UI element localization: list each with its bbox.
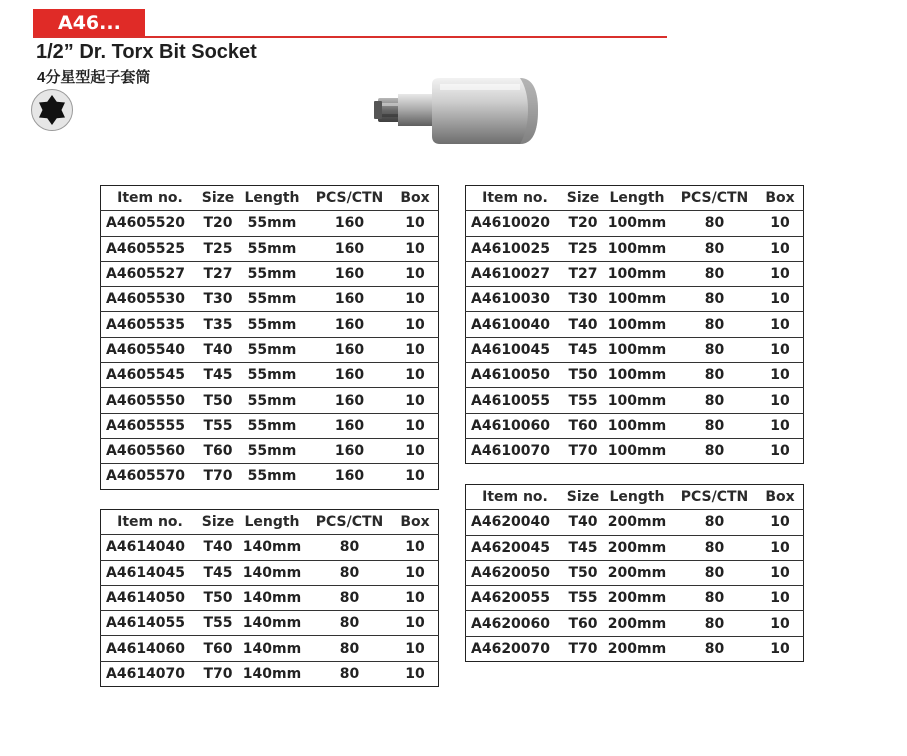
cell-box-qty: 10 — [757, 535, 804, 560]
cell-length: 100mm — [602, 261, 672, 286]
table-row — [466, 337, 804, 362]
cell-box-qty: 10 — [392, 337, 439, 362]
table-row — [101, 287, 439, 312]
spec-table-55mm — [100, 185, 439, 490]
cell-size: T60 — [199, 636, 237, 661]
cell-pcs-per-carton: 160 — [307, 438, 392, 463]
column-header-item-no: Item no. — [482, 190, 548, 207]
table-row — [466, 510, 804, 535]
cell-item-no: A4614060 — [101, 636, 200, 661]
cell-pcs-per-carton: 160 — [307, 464, 392, 489]
cell-item-no: A4605570 — [101, 464, 200, 489]
table-row — [101, 312, 439, 337]
cell-length: 140mm — [237, 535, 307, 560]
table-row — [466, 312, 804, 337]
table-row — [101, 611, 439, 636]
column-header-length: Length — [244, 514, 300, 531]
column-header-length: Length — [609, 190, 665, 207]
cell-size: T55 — [564, 586, 602, 611]
spec-table-140mm — [100, 509, 439, 687]
cell-item-no: A4610027 — [466, 261, 565, 286]
cell-item-no: A4605535 — [101, 312, 200, 337]
cell-length: 55mm — [237, 261, 307, 286]
column-header-length: Length — [609, 489, 665, 506]
cell-box-qty: 10 — [757, 211, 804, 236]
cell-length: 55mm — [237, 464, 307, 489]
cell-box-qty: 10 — [392, 661, 439, 686]
cell-length: 140mm — [237, 585, 307, 610]
column-header-size: Size — [566, 489, 600, 506]
table-row — [466, 586, 804, 611]
cell-length: 100mm — [602, 236, 672, 261]
cell-box-qty: 10 — [392, 560, 439, 585]
cell-length: 140mm — [237, 611, 307, 636]
cell-box-qty: 10 — [757, 337, 804, 362]
cell-length: 55mm — [237, 312, 307, 337]
cell-pcs-per-carton: 160 — [307, 261, 392, 286]
cell-length: 55mm — [237, 438, 307, 463]
cell-length: 100mm — [602, 312, 672, 337]
cell-pcs-per-carton: 160 — [307, 337, 392, 362]
cell-size: T60 — [564, 413, 602, 438]
cell-item-no: A4605550 — [101, 388, 200, 413]
cell-length: 200mm — [602, 560, 672, 585]
column-header-size: Size — [201, 514, 235, 531]
cell-pcs-per-carton: 80 — [672, 510, 757, 535]
cell-length: 100mm — [602, 211, 672, 236]
cell-pcs-per-carton: 80 — [672, 388, 757, 413]
cell-item-no: A4614070 — [101, 661, 200, 686]
cell-pcs-per-carton: 80 — [672, 611, 757, 636]
table-row — [466, 636, 804, 661]
cell-size: T55 — [564, 388, 602, 413]
cell-box-qty: 10 — [392, 611, 439, 636]
cell-size: T70 — [199, 661, 237, 686]
cell-size: T27 — [564, 261, 602, 286]
table-row — [101, 337, 439, 362]
table-row — [101, 363, 439, 388]
cell-box-qty: 10 — [392, 261, 439, 286]
torx-bit-socket-image — [370, 70, 542, 152]
cell-length: 55mm — [237, 236, 307, 261]
cell-box-qty: 10 — [392, 438, 439, 463]
cell-length: 100mm — [602, 413, 672, 438]
cell-size: T25 — [199, 236, 237, 261]
table-row — [101, 464, 439, 489]
table-row — [466, 388, 804, 413]
cell-length: 200mm — [602, 586, 672, 611]
cell-length: 140mm — [237, 636, 307, 661]
cell-item-no: A4605525 — [101, 236, 200, 261]
table-row — [101, 438, 439, 463]
cell-item-no: A4620070 — [466, 636, 565, 661]
cell-length: 100mm — [602, 438, 672, 463]
table-header-row — [466, 485, 804, 510]
cell-item-no: A4614040 — [101, 535, 200, 560]
cell-item-no: A4620050 — [466, 560, 565, 585]
cell-size: T55 — [199, 611, 237, 636]
cell-pcs-per-carton: 80 — [307, 585, 392, 610]
cell-pcs-per-carton: 80 — [672, 413, 757, 438]
cell-length: 55mm — [237, 211, 307, 236]
cell-pcs-per-carton: 80 — [672, 535, 757, 560]
cell-length: 200mm — [602, 535, 672, 560]
cell-box-qty: 10 — [392, 363, 439, 388]
column-header-pcs-per-carton: PCS/CTN — [680, 489, 749, 506]
header-divider — [33, 36, 667, 38]
cell-box-qty: 10 — [757, 586, 804, 611]
table-row — [101, 560, 439, 585]
cell-pcs-per-carton: 160 — [307, 236, 392, 261]
table-row — [466, 236, 804, 261]
cell-pcs-per-carton: 80 — [672, 211, 757, 236]
cell-length: 140mm — [237, 661, 307, 686]
cell-pcs-per-carton: 80 — [672, 236, 757, 261]
cell-box-qty: 10 — [757, 236, 804, 261]
cell-size: T60 — [199, 438, 237, 463]
cell-item-no: A4605540 — [101, 337, 200, 362]
cell-pcs-per-carton: 160 — [307, 312, 392, 337]
cell-item-no: A4610070 — [466, 438, 565, 463]
cell-item-no: A4610030 — [466, 287, 565, 312]
cell-item-no: A4605545 — [101, 363, 200, 388]
cell-box-qty: 10 — [757, 312, 804, 337]
cell-pcs-per-carton: 80 — [672, 261, 757, 286]
spec-table-200mm — [465, 484, 804, 662]
column-header-item-no: Item no. — [482, 489, 548, 506]
table-header-row — [101, 510, 439, 535]
table-row — [101, 388, 439, 413]
cell-box-qty: 10 — [392, 236, 439, 261]
cell-size: T20 — [564, 211, 602, 236]
table-row — [101, 413, 439, 438]
column-header-box-qty: Box — [765, 489, 795, 506]
cell-item-no: A4620055 — [466, 586, 565, 611]
cell-box-qty: 10 — [757, 611, 804, 636]
table-row — [466, 261, 804, 286]
torx-star-icon — [30, 88, 74, 132]
cell-item-no: A4605560 — [101, 438, 200, 463]
cell-size: T50 — [199, 585, 237, 610]
cell-item-no: A4614055 — [101, 611, 200, 636]
cell-size: T35 — [199, 312, 237, 337]
cell-item-no: A4610040 — [466, 312, 565, 337]
cell-item-no: A4610020 — [466, 211, 565, 236]
cell-pcs-per-carton: 80 — [307, 661, 392, 686]
cell-item-no: A4620040 — [466, 510, 565, 535]
cell-item-no: A4610060 — [466, 413, 565, 438]
cell-box-qty: 10 — [392, 535, 439, 560]
table-row — [466, 287, 804, 312]
table-row — [101, 636, 439, 661]
column-header-length: Length — [244, 190, 300, 207]
cell-pcs-per-carton: 160 — [307, 287, 392, 312]
cell-length: 100mm — [602, 388, 672, 413]
cell-length: 55mm — [237, 388, 307, 413]
cell-size: T25 — [564, 236, 602, 261]
cell-box-qty: 10 — [757, 287, 804, 312]
page-subtitle-chinese: 4分星型起子套筒 — [37, 69, 151, 86]
product-code-tag: A46... — [33, 9, 145, 37]
table-row — [101, 661, 439, 686]
cell-size: T50 — [199, 388, 237, 413]
cell-pcs-per-carton: 160 — [307, 413, 392, 438]
cell-size: T40 — [564, 312, 602, 337]
cell-size: T70 — [199, 464, 237, 489]
cell-pcs-per-carton: 160 — [307, 363, 392, 388]
table-row — [101, 236, 439, 261]
cell-pcs-per-carton: 80 — [672, 560, 757, 585]
cell-size: T45 — [199, 363, 237, 388]
cell-length: 100mm — [602, 287, 672, 312]
cell-size: T30 — [564, 287, 602, 312]
cell-length: 200mm — [602, 611, 672, 636]
cell-pcs-per-carton: 80 — [307, 611, 392, 636]
cell-pcs-per-carton: 80 — [307, 560, 392, 585]
table-row — [466, 611, 804, 636]
table-row — [101, 585, 439, 610]
cell-box-qty: 10 — [392, 585, 439, 610]
cell-length: 140mm — [237, 560, 307, 585]
cell-size: T60 — [564, 611, 602, 636]
cell-length: 55mm — [237, 337, 307, 362]
table-row — [101, 211, 439, 236]
cell-box-qty: 10 — [392, 413, 439, 438]
column-header-size: Size — [566, 190, 600, 207]
cell-length: 200mm — [602, 636, 672, 661]
column-header-item-no: Item no. — [117, 514, 183, 531]
table-row — [466, 363, 804, 388]
cell-pcs-per-carton: 80 — [672, 337, 757, 362]
cell-pcs-per-carton: 80 — [672, 586, 757, 611]
cell-box-qty: 10 — [757, 636, 804, 661]
table-row — [101, 261, 439, 286]
table-row — [466, 535, 804, 560]
cell-box-qty: 10 — [757, 438, 804, 463]
cell-item-no: A4610025 — [466, 236, 565, 261]
page-title: 1/2” Dr. Torx Bit Socket — [36, 41, 257, 63]
cell-item-no: A4605520 — [101, 211, 200, 236]
cell-size: T40 — [564, 510, 602, 535]
cell-pcs-per-carton: 80 — [672, 636, 757, 661]
cell-length: 55mm — [237, 287, 307, 312]
cell-size: T55 — [199, 413, 237, 438]
cell-pcs-per-carton: 80 — [672, 287, 757, 312]
cell-size: T40 — [199, 337, 237, 362]
cell-box-qty: 10 — [392, 636, 439, 661]
table-row — [466, 413, 804, 438]
table-header-row — [466, 186, 804, 211]
cell-pcs-per-carton: 160 — [307, 211, 392, 236]
cell-size: T50 — [564, 363, 602, 388]
cell-box-qty: 10 — [392, 211, 439, 236]
column-header-size: Size — [201, 190, 235, 207]
cell-box-qty: 10 — [392, 287, 439, 312]
cell-size: T20 — [199, 211, 237, 236]
cell-pcs-per-carton: 80 — [307, 535, 392, 560]
cell-item-no: A4610045 — [466, 337, 565, 362]
cell-pcs-per-carton: 80 — [672, 312, 757, 337]
cell-box-qty: 10 — [392, 388, 439, 413]
cell-box-qty: 10 — [757, 388, 804, 413]
cell-size: T30 — [199, 287, 237, 312]
cell-item-no: A4610055 — [466, 388, 565, 413]
cell-item-no: A4605555 — [101, 413, 200, 438]
cell-item-no: A4610050 — [466, 363, 565, 388]
cell-item-no: A4605530 — [101, 287, 200, 312]
cell-size: T40 — [199, 535, 237, 560]
cell-size: T70 — [564, 438, 602, 463]
cell-box-qty: 10 — [757, 510, 804, 535]
cell-box-qty: 10 — [757, 560, 804, 585]
cell-size: T70 — [564, 636, 602, 661]
cell-pcs-per-carton: 160 — [307, 388, 392, 413]
column-header-box-qty: Box — [400, 514, 430, 531]
column-header-pcs-per-carton: PCS/CTN — [680, 190, 749, 207]
cell-pcs-per-carton: 80 — [307, 636, 392, 661]
column-header-box-qty: Box — [400, 190, 430, 207]
table-row — [466, 438, 804, 463]
cell-item-no: A4620045 — [466, 535, 565, 560]
cell-length: 55mm — [237, 363, 307, 388]
table-row — [101, 535, 439, 560]
spec-table-100mm — [465, 185, 804, 464]
column-header-pcs-per-carton: PCS/CTN — [315, 190, 384, 207]
cell-item-no: A4620060 — [466, 611, 565, 636]
cell-box-qty: 10 — [392, 464, 439, 489]
table-header-row — [101, 186, 439, 211]
cell-item-no: A4614045 — [101, 560, 200, 585]
cell-item-no: A4614050 — [101, 585, 200, 610]
cell-pcs-per-carton: 80 — [672, 363, 757, 388]
cell-size: T45 — [199, 560, 237, 585]
cell-length: 100mm — [602, 337, 672, 362]
cell-size: T27 — [199, 261, 237, 286]
cell-length: 55mm — [237, 413, 307, 438]
cell-size: T45 — [564, 535, 602, 560]
table-row — [466, 211, 804, 236]
column-header-item-no: Item no. — [117, 190, 183, 207]
table-row — [466, 560, 804, 585]
column-header-pcs-per-carton: PCS/CTN — [315, 514, 384, 531]
cell-box-qty: 10 — [392, 312, 439, 337]
cell-box-qty: 10 — [757, 261, 804, 286]
cell-pcs-per-carton: 80 — [672, 438, 757, 463]
cell-item-no: A4605527 — [101, 261, 200, 286]
cell-size: T50 — [564, 560, 602, 585]
cell-size: T45 — [564, 337, 602, 362]
cell-box-qty: 10 — [757, 363, 804, 388]
cell-box-qty: 10 — [757, 413, 804, 438]
cell-length: 200mm — [602, 510, 672, 535]
column-header-box-qty: Box — [765, 190, 795, 207]
cell-length: 100mm — [602, 363, 672, 388]
